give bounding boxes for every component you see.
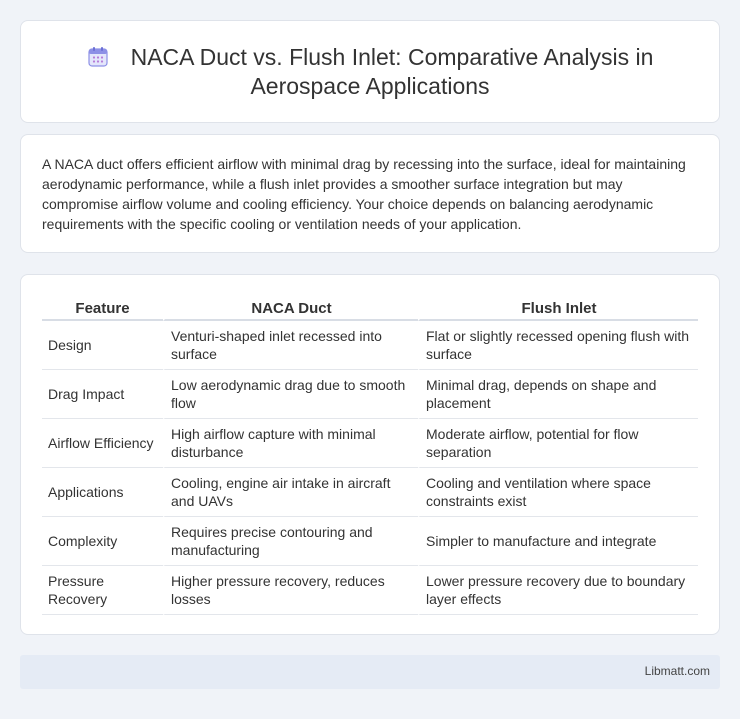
flush-inlet-cell: Moderate airflow, potential for flow separation <box>418 419 698 468</box>
flush-inlet-cell: Cooling and ventilation where space constraints exist <box>418 468 698 517</box>
page-title-text: NACA Duct vs. Flush Inlet: Comparative Analysis in Aerospace Applications <box>130 44 654 99</box>
naca-duct-cell: Low aerodynamic drag due to smooth flow <box>163 370 418 419</box>
header-naca-duct: NACA Duct <box>163 295 418 321</box>
flush-inlet-cell: Minimal drag, depends on shape and placement <box>418 370 698 419</box>
table-header-row <box>42 295 698 321</box>
table-row <box>42 566 698 615</box>
summary-card <box>20 134 720 253</box>
feature-cell: Design <box>42 321 163 370</box>
page-title <box>21 43 719 101</box>
summary-text: A NACA duct offers efficient airflow with minimal drag by recessing into the surface, ideal for maintaining aerodynamic performance, while a flush inlet provides a smoother surface integration but may compromise airflow volume and cooling efficiency. Your choice depends on balancing aerodynamic requirements with the specific cooling or ventilation needs of your application. <box>42 156 686 232</box>
naca-duct-cell: Requires precise contouring and manufacturing <box>163 517 418 566</box>
feature-cell: Complexity <box>42 517 163 566</box>
title-card <box>20 20 720 123</box>
table-row <box>42 419 698 468</box>
comparison-table-card <box>20 274 720 635</box>
naca-duct-cell: High airflow capture with minimal disturbance <box>163 419 418 468</box>
flush-inlet-cell: Simpler to manufacture and integrate <box>418 517 698 566</box>
header-feature: Feature <box>42 295 163 321</box>
footer-bar <box>20 655 720 689</box>
flush-inlet-cell: Flat or slightly recessed opening flush with surface <box>418 321 698 370</box>
naca-duct-cell: Cooling, engine air intake in aircraft and UAVs <box>163 468 418 517</box>
table-row <box>42 468 698 517</box>
flush-inlet-cell: Lower pressure recovery due to boundary layer effects <box>418 566 698 615</box>
table-row <box>42 517 698 566</box>
feature-cell: Airflow Efficiency <box>42 419 163 468</box>
feature-cell: Drag Impact <box>42 370 163 419</box>
naca-duct-cell: Venturi-shaped inlet recessed into surface <box>163 321 418 370</box>
table-row <box>42 321 698 370</box>
feature-cell: Applications <box>42 468 163 517</box>
table-row <box>42 370 698 419</box>
footer-brand: Libmatt.com <box>644 664 710 678</box>
naca-duct-cell: Higher pressure recovery, reduces losses <box>163 566 418 615</box>
calendar-icon <box>87 46 109 68</box>
header-flush-inlet: Flush Inlet <box>418 295 698 321</box>
feature-cell: Pressure Recovery <box>42 566 163 615</box>
comparison-table <box>42 295 698 615</box>
